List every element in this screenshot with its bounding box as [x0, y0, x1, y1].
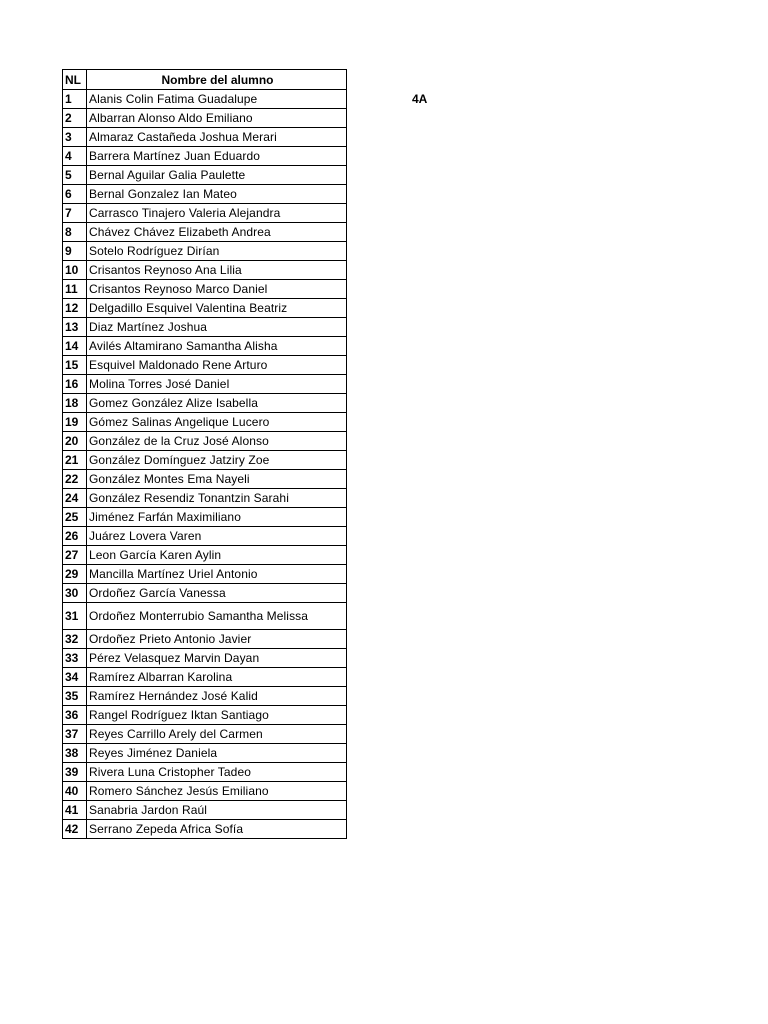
student-number: 6 [63, 185, 87, 204]
student-number: 16 [63, 375, 87, 394]
student-number: 34 [63, 668, 87, 687]
student-number: 20 [63, 432, 87, 451]
student-number: 25 [63, 508, 87, 527]
table-row [63, 649, 347, 668]
table-row [63, 185, 347, 204]
student-number: 13 [63, 318, 87, 337]
table-row [63, 763, 347, 782]
header-student-name: Nombre del alumno [87, 70, 347, 90]
student-name: González Montes Ema Nayeli [87, 470, 347, 489]
student-number: 10 [63, 261, 87, 280]
table-row [63, 725, 347, 744]
student-number: 12 [63, 299, 87, 318]
student-number: 22 [63, 470, 87, 489]
table-row [63, 706, 347, 725]
roster-body [63, 90, 347, 839]
table-row [63, 356, 347, 375]
student-name: Juárez Lovera Varen [87, 527, 347, 546]
table-row [63, 630, 347, 649]
table-row [63, 801, 347, 820]
table-row [63, 546, 347, 565]
student-number: 31 [63, 603, 87, 630]
student-name: González de la Cruz José Alonso [87, 432, 347, 451]
student-number: 33 [63, 649, 87, 668]
student-name: Sanabria Jardon Raúl [87, 801, 347, 820]
table-row [63, 782, 347, 801]
student-name: Ordoñez Monterrubio Samantha Melissa [87, 603, 347, 630]
student-name: Mancilla Martínez Uriel Antonio [87, 565, 347, 584]
table-row [63, 204, 347, 223]
student-name: Leon García Karen Aylin [87, 546, 347, 565]
student-name: Ramírez Albarran Karolina [87, 668, 347, 687]
student-name: Crisantos Reynoso Ana Lilia [87, 261, 347, 280]
student-name: Avilés Altamirano Samantha Alisha [87, 337, 347, 356]
student-name: Pérez Velasquez Marvin Dayan [87, 649, 347, 668]
student-name: González Domínguez Jatziry Zoe [87, 451, 347, 470]
student-name: Bernal Aguilar Galia Paulette [87, 166, 347, 185]
table-row [63, 470, 347, 489]
student-number: 4 [63, 147, 87, 166]
student-name: Gomez González Alize Isabella [87, 394, 347, 413]
student-number: 7 [63, 204, 87, 223]
table-row [63, 508, 347, 527]
table-row [63, 109, 347, 128]
table-row [63, 668, 347, 687]
student-number: 36 [63, 706, 87, 725]
student-name: Ramírez Hernández José Kalid [87, 687, 347, 706]
student-name: Reyes Jiménez Daniela [87, 744, 347, 763]
table-row [63, 687, 347, 706]
table-row [63, 394, 347, 413]
table-row [63, 242, 347, 261]
student-name: Serrano Zepeda Africa Sofía [87, 820, 347, 839]
table-row [63, 166, 347, 185]
student-number: 30 [63, 584, 87, 603]
student-number: 3 [63, 128, 87, 147]
student-name: Almaraz Castañeda Joshua Merari [87, 128, 347, 147]
student-number: 15 [63, 356, 87, 375]
student-name: Romero Sánchez Jesús Emiliano [87, 782, 347, 801]
student-number: 24 [63, 489, 87, 508]
table-row [63, 527, 347, 546]
student-number: 27 [63, 546, 87, 565]
student-number: 5 [63, 166, 87, 185]
student-name: González Resendiz Tonantzin Sarahi [87, 489, 347, 508]
student-number: 42 [63, 820, 87, 839]
student-name: Esquivel Maldonado Rene Arturo [87, 356, 347, 375]
student-number: 41 [63, 801, 87, 820]
student-number: 38 [63, 744, 87, 763]
student-name: Sotelo Rodríguez Dirían [87, 242, 347, 261]
table-row [63, 299, 347, 318]
student-number: 11 [63, 280, 87, 299]
table-row [63, 318, 347, 337]
student-name: Bernal Gonzalez Ian Mateo [87, 185, 347, 204]
table-row [63, 432, 347, 451]
student-name: Molina Torres José Daniel [87, 375, 347, 394]
table-row [63, 280, 347, 299]
student-name: Reyes Carrillo Arely del Carmen [87, 725, 347, 744]
table-row [63, 375, 347, 394]
student-name: Barrera Martínez Juan Eduardo [87, 147, 347, 166]
student-name: Delgadillo Esquivel Valentina Beatriz [87, 299, 347, 318]
table-row [63, 744, 347, 763]
table-row [63, 223, 347, 242]
student-number: 26 [63, 527, 87, 546]
table-row [63, 90, 347, 109]
table-row [63, 451, 347, 470]
table-row [63, 337, 347, 356]
student-number: 32 [63, 630, 87, 649]
table-row [63, 565, 347, 584]
table-row [63, 128, 347, 147]
student-number: 19 [63, 413, 87, 432]
table-row [63, 489, 347, 508]
student-name: Rangel Rodríguez Iktan Santiago [87, 706, 347, 725]
student-number: 18 [63, 394, 87, 413]
student-name: Carrasco Tinajero Valeria Alejandra [87, 204, 347, 223]
student-name: Alanis Colin Fatima Guadalupe [87, 90, 347, 109]
student-name: Ordoñez García Vanessa [87, 584, 347, 603]
student-roster-table [62, 69, 347, 839]
student-name: Chávez Chávez Elizabeth Andrea [87, 223, 347, 242]
student-name: Rivera Luna Cristopher Tadeo [87, 763, 347, 782]
student-number: 39 [63, 763, 87, 782]
table-row [63, 584, 347, 603]
student-name: Albarran Alonso Aldo Emiliano [87, 109, 347, 128]
table-row [63, 603, 347, 630]
student-number: 29 [63, 565, 87, 584]
student-name: Crisantos Reynoso Marco Daniel [87, 280, 347, 299]
group-label: 4A [412, 92, 428, 106]
student-number: 1 [63, 90, 87, 109]
student-number: 21 [63, 451, 87, 470]
student-number: 9 [63, 242, 87, 261]
student-number: 35 [63, 687, 87, 706]
student-number: 14 [63, 337, 87, 356]
table-row [63, 413, 347, 432]
student-number: 40 [63, 782, 87, 801]
student-name: Ordoñez Prieto Antonio Javier [87, 630, 347, 649]
table-row [63, 147, 347, 166]
student-name: Diaz Martínez Joshua [87, 318, 347, 337]
header-nl: NL [63, 70, 87, 90]
table-header-row [63, 70, 347, 90]
student-name: Jiménez Farfán Maximiliano [87, 508, 347, 527]
student-name: Gómez Salinas Angelique Lucero [87, 413, 347, 432]
student-number: 37 [63, 725, 87, 744]
student-number: 2 [63, 109, 87, 128]
table-row [63, 261, 347, 280]
table-row [63, 820, 347, 839]
student-number: 8 [63, 223, 87, 242]
